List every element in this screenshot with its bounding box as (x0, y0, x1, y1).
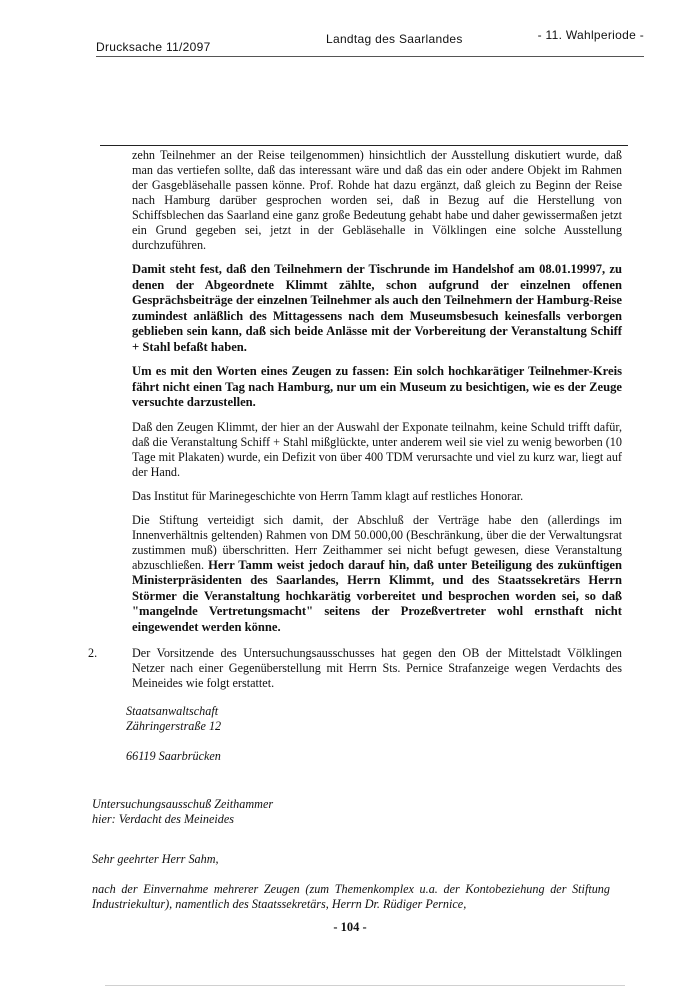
address-line-city: 66119 Saarbrücken (126, 749, 221, 763)
parliament-name: Landtag des Saarlandes (326, 32, 463, 46)
recipient-address (126, 704, 221, 764)
subject-line-1: Untersuchungsausschuß Zeithammer (92, 797, 274, 811)
letter-opening-text: nach der Einvernahme mehrerer Zeugen (zum Themenkomplex u.a. der Kontobeziehung der Stiftung Industriekultur), namentlich des Staatssekretärs, Herrn Dr. Rüdiger Pernice, (92, 882, 610, 911)
address-line-street: Zähringerstraße 12 (126, 719, 222, 733)
paragraph-klimmt: Daß den Zeugen Klimmt, der hier an der Auswahl der Exponate teilnahm, keine Schuld trifft dafür, daß die Veranstaltung Schiff + Stahl mißglückte, unter anderem weil sie viel zu wenig beworben (10 Tage mit Plakaten) wurde, ein Defizit von über 400 TDM verursachte und viel zu kurz war, liegt auf der Hand. (132, 419, 622, 479)
page-number: - 104 - (333, 920, 367, 934)
paragraph-testimony: zehn Teilnehmer an der Reise teilgenommen) hinsichtlich der Ausstellung diskutiert wurde, daß man das vertiefen sollte, daß das interessant wäre und daß das ein oder andere Objekt im Rahmen der Gasgebläsehalle passen könne. Prof. Rohde hat dazu ergänzt, daß gleich zu Beginn der Reise nach Hamburg darüber gesprochen worden sei, daß in Bezug auf die Herstellung von Schiffsblechen das Saarland eine ganz große Bedeutung gehabt habe und daher gewissermaßen jetzt ein Grund gegeben sei, jetzt in der Gebläsehalle in Völklingen eine solche Ausstellung durchzuführen. (132, 148, 622, 252)
page-header (96, 26, 644, 54)
paragraph-foundation (132, 513, 622, 636)
salutation: Sehr geehrter Herr Sahm, (92, 852, 219, 866)
paragraph-witness-quote: Um es mit den Worten eines Zeugen zu fassen: Ein solch hochkarätiger Teilnehmer-Kreis fährt nicht einen Tag nach Hamburg, nur um ein Museum zu besichtigen, wie es der Zeuge versuchte darzustellen. (132, 364, 622, 409)
letter-subject (92, 797, 273, 827)
paragraph-institute: Das Institut für Marinegeschichte von Herrn Tamm klagt auf restliches Honorar. (132, 488, 524, 503)
foundation-normal-text: Die Stiftung verteidigt sich damit, der Abschluß der Verträge habe den (allerdings im Innenverhältnis geltenden) Rahmen von DM 50.000,00 (Beschränkung, über die der Verwaltungsrat zustimmen muß) überschritten. Herr Zeithammer sei nicht befugt gewesen, diese Veranstaltung abzuschließen. (132, 512, 622, 572)
document-number: Drucksache 11/2097 (96, 40, 211, 54)
item-text: Der Vorsitzende des Untersuchungsausschusses hat gegen den OB der Mittelstadt Völklingen Netzer nach einer Gegenüberstellung mit Herrn Sts. Pernice Strafanzeige wegen Verdachts des Meineides wie folgt erstattet. (132, 646, 622, 690)
paragraph-conclusion: Damit steht fest, daß den Teilnehmern der Tischrunde im Handelshof am 08.01.19997, zu denen der Abgeordnete Klimmt zählte, schon aufgrund der einzelnen offenen Gesprächsbeiträge der einzelnen Teilnehmer als auch den Teilnehmern der Hamburg-Reise zumindest anläßlich des Mittagessens nach dem Museumsbesuch keinesfalls verborgen geblieben sein kann, daß sich beide Anlässe mit der Vorbereitung der Veranstaltung Schiff + Stahl befaßt haben. (132, 262, 622, 354)
address-line-office: Staatsanwaltschaft (126, 704, 219, 718)
separator-rule (100, 145, 628, 146)
item-number: 2. (88, 646, 98, 660)
bottom-edge (105, 985, 625, 986)
foundation-bold-text: Herr Tamm weist jedoch darauf hin, daß unter Beteiligung des zukünftigen Ministerpräsidenten des Saarlandes, Herrn Klimmt, und des Staatssekretärs Herrn Störmer die Veranstaltung hochkarätig vorbereitet und besprochen worden sei, so daß "mangelnde Vertretungsmacht" seitens der Prozeßvertreter wohl ernsthaft nicht eingewendet werden könne. (132, 557, 623, 634)
main-text (132, 148, 622, 644)
header-underline (96, 56, 644, 57)
legislative-period: - 11. Wahlperiode - (537, 28, 644, 42)
subject-line-2: hier: Verdacht des Meineides (92, 812, 235, 826)
